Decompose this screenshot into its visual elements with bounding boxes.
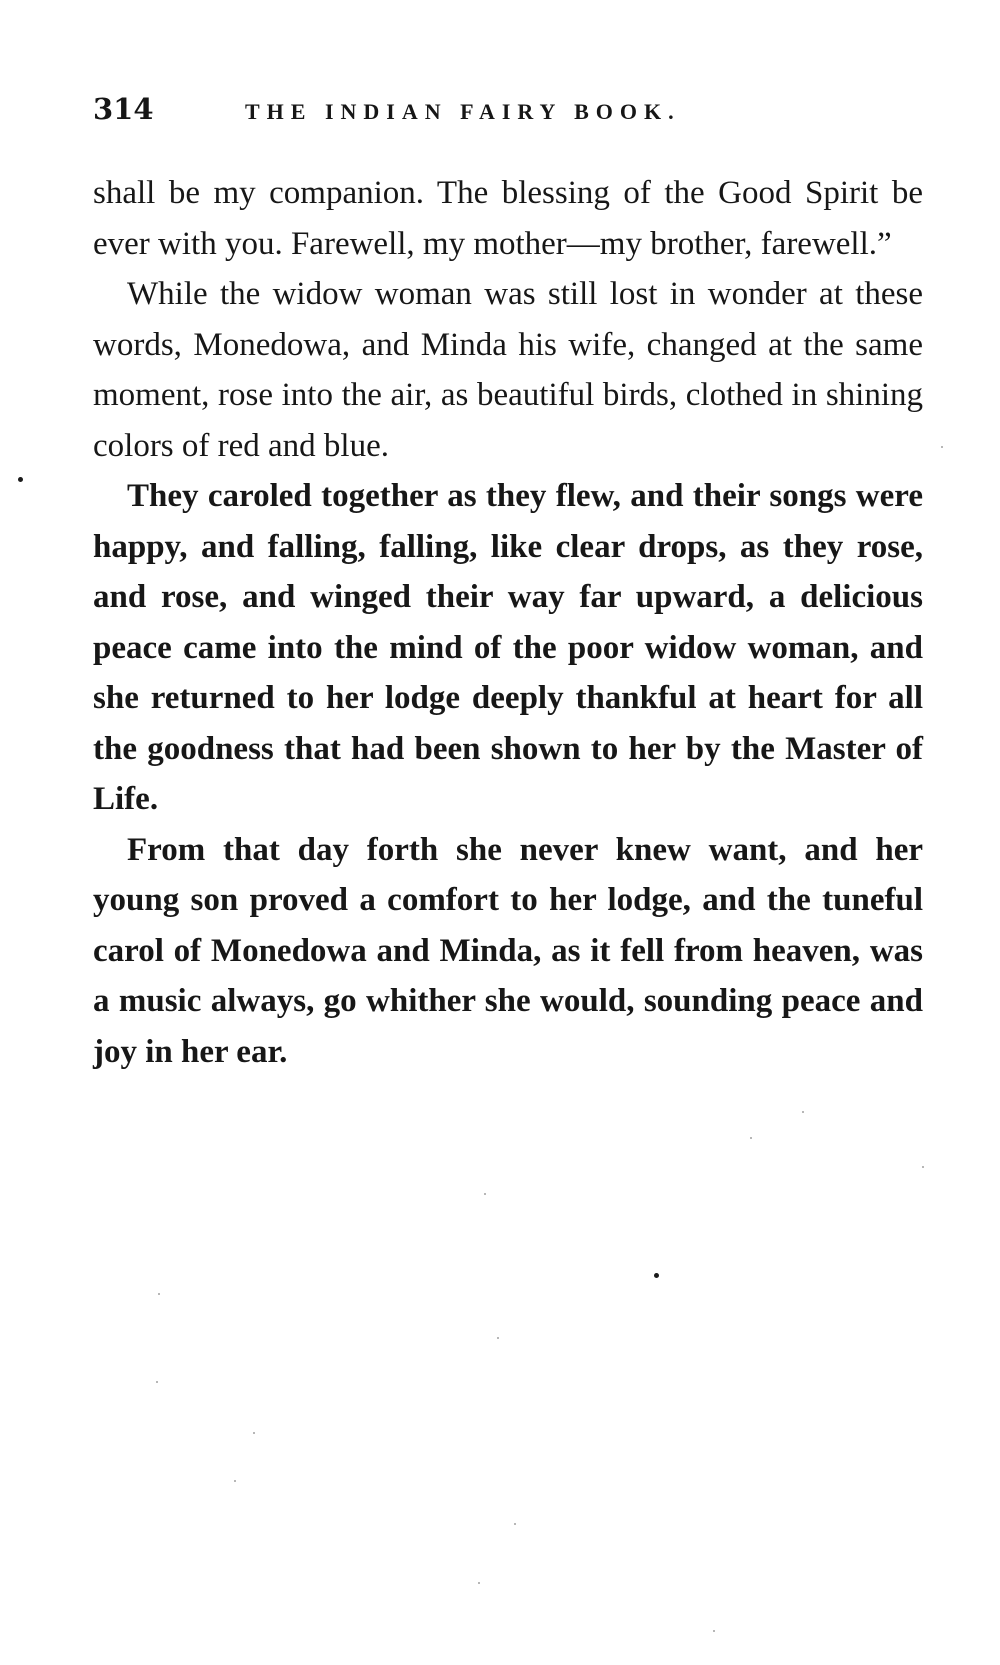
paragraph-transformation: While the widow woman was still lost in wonder at these words, Monedowa, and Minda his wife, changed at the same moment, rose into the air, as beautiful birds, clothed in shining colors of red and blue. (93, 276, 923, 464)
paragraph-ending: From that day forth she never knew want, and her young son proved a comfort to her lodge, and the tuneful carol of Monedowa and Minda, as it fell from heaven, was a music always, go whither she would, sounding peace and joy in her ear. (93, 831, 923, 1070)
page-header (93, 92, 923, 137)
paragraph-song: They caroled together as they flew, and their songs were happy, and falling, falling, like clear drops, as they rose, and rose, and winged their way far upward, a delicious peace came into the mind of the poor widow woman, and she returned to her lodge deeply thankful at heart for all the goodness that had been shown to her by the Master of Life. (93, 478, 923, 817)
running-title: THE INDIAN FAIRY BOOK. (245, 99, 681, 124)
print-speck (478, 1582, 480, 1584)
print-speck (158, 1293, 160, 1295)
print-speck (18, 477, 23, 482)
body-text (93, 168, 923, 1077)
print-speck (234, 1480, 236, 1482)
print-speck (922, 1166, 924, 1168)
print-speck (713, 1630, 715, 1632)
print-speck (802, 1111, 804, 1113)
print-speck (654, 1273, 659, 1278)
print-speck (941, 446, 943, 448)
print-speck (253, 1432, 255, 1434)
print-speck (484, 1193, 486, 1195)
print-speck (514, 1523, 516, 1525)
print-speck (750, 1137, 752, 1139)
page-number: 314 (93, 92, 154, 126)
print-speck (497, 1337, 499, 1339)
print-speck (156, 1381, 158, 1383)
paragraph-continuation: shall be my companion. The blessing of the Good Spirit be ever with you. Farewell, my mother—my brother, farewell.” (93, 175, 923, 262)
